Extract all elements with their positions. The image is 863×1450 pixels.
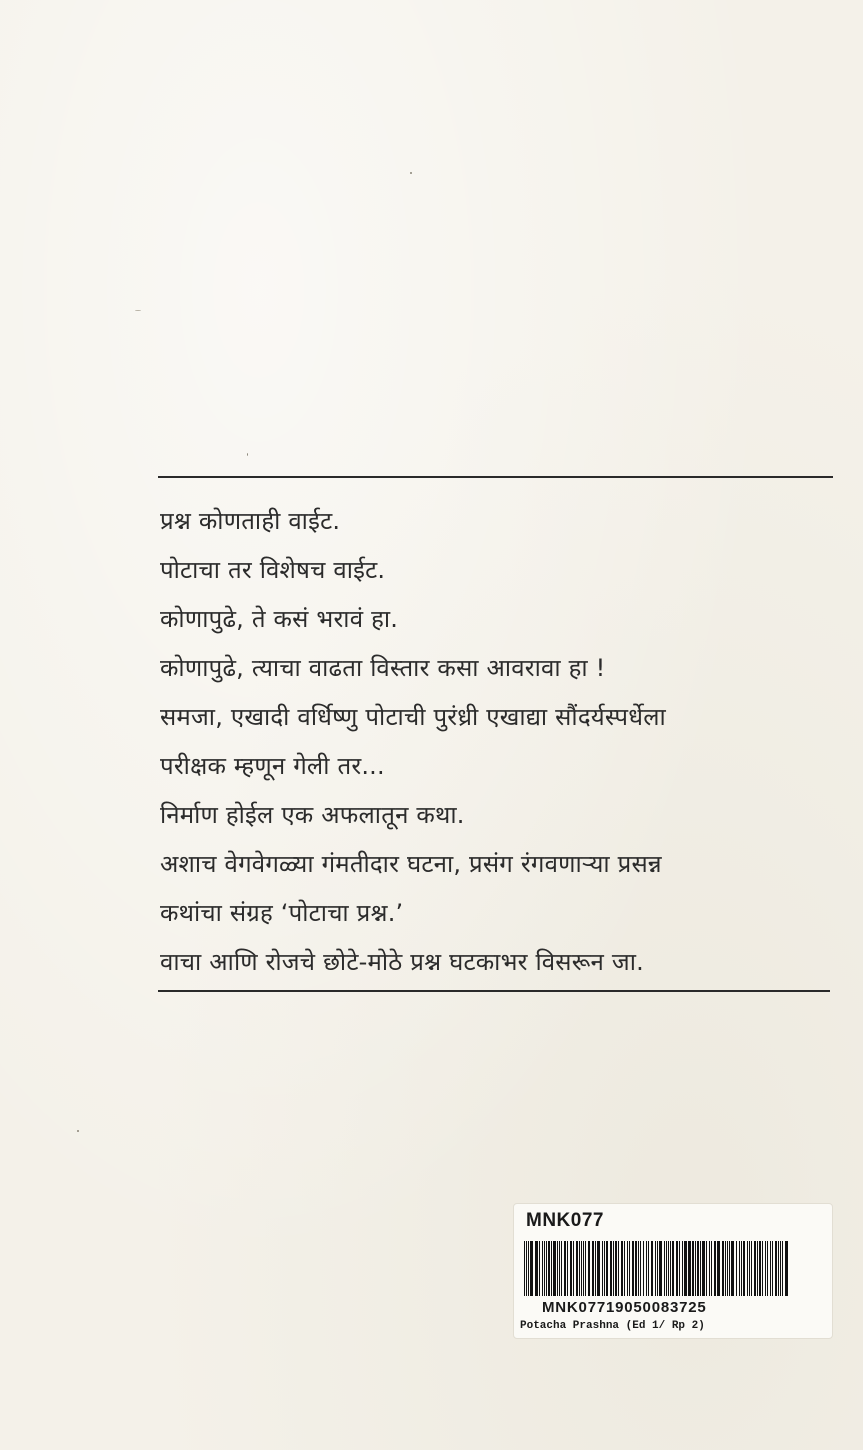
bottom-divider (158, 990, 830, 992)
blurb-line: प्रश्न कोणताही वाईट. (160, 507, 341, 535)
book-title-label: Potacha Prashna (Ed 1/ Rp 2) (520, 1320, 705, 1332)
blurb-line: कोणापुढे, ते कसं भरावं हा. (160, 605, 399, 633)
blurb-line: निर्माण होईल एक अफलातून कथा. (160, 801, 465, 829)
sticker-code: MNK077 (526, 1210, 604, 1231)
blurb-line: अशाच वेगवेगळ्या गंमतीदार घटना, प्रसंग रंगवणाऱ्या प्रसन्न (160, 850, 662, 878)
barcode-sticker (513, 1203, 833, 1339)
blurb-line: कथांचा संग्रह ‘पोटाचा प्रश्न.’ (160, 899, 404, 927)
blurb-line: परीक्षक म्हणून गेली तर... (160, 752, 385, 780)
barcode-number: MNK07719050083725 (542, 1299, 707, 1316)
top-divider (158, 476, 833, 478)
blurb-line: कोणापुढे, त्याचा वाढता विस्तार कसा आवरावा हा ! (160, 654, 606, 682)
paper-speck (410, 172, 412, 174)
blurb-line: पोटाचा तर विशेषच वाईट. (160, 556, 386, 584)
paper-speck (77, 1130, 79, 1132)
blurb-line: वाचा आणि रोजचे छोटे-मोठे प्रश्न घटकाभर विसरून जा. (160, 948, 644, 976)
paper-speck (247, 453, 248, 456)
blurb-line: समजा, एखादी वर्धिष्णु पोटाची पुरंध्री एखाद्या सौंदर्यस्पर्धेला (160, 703, 666, 731)
barcode-icon (524, 1241, 788, 1296)
paper-speck (135, 310, 141, 311)
blurb-text (160, 497, 830, 987)
